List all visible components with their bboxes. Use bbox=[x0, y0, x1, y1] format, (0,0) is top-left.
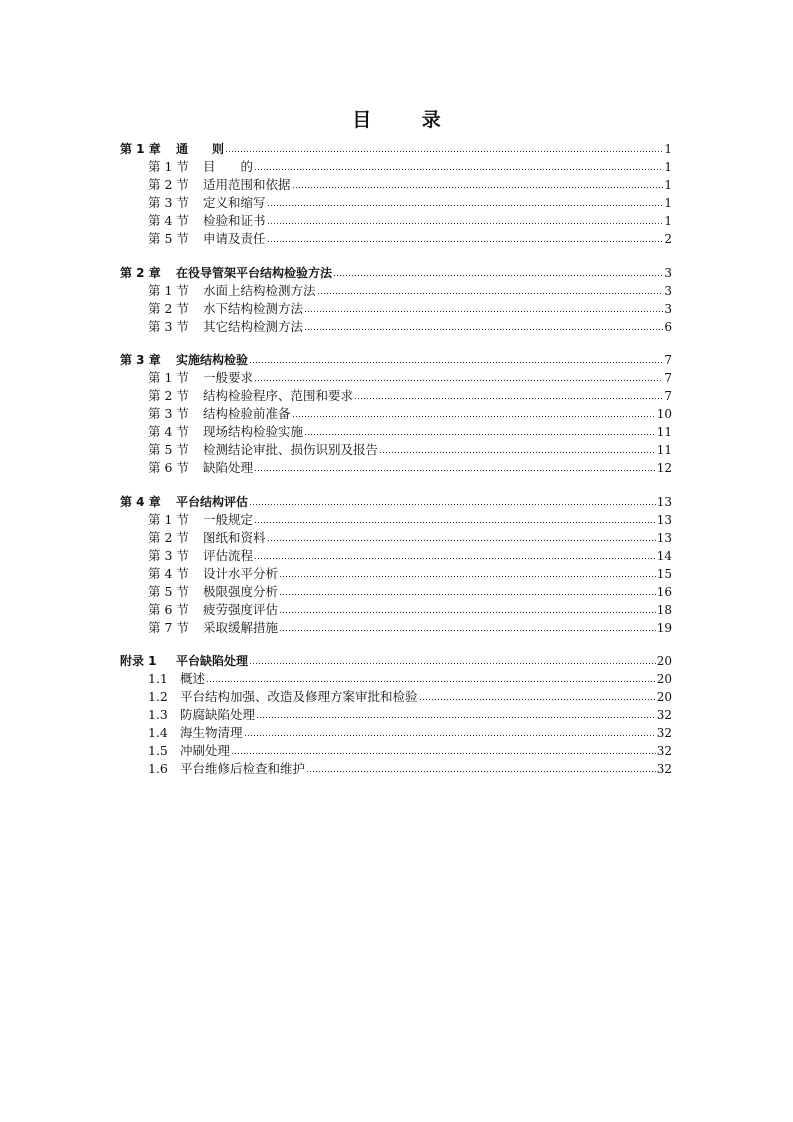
toc-entry-title: 采取缓解措施 bbox=[203, 619, 279, 635]
toc-section-entry[interactable] bbox=[120, 687, 672, 705]
toc-entry-title: 一般规定 bbox=[203, 511, 254, 527]
toc-entry-label: 第 4 节 bbox=[148, 565, 189, 581]
toc-entry-page-number: 3 bbox=[664, 301, 672, 316]
toc-entry-page-number: 11 bbox=[656, 425, 672, 439]
toc-entry-label: 第 2 章 bbox=[120, 265, 161, 280]
dot-leader bbox=[279, 601, 656, 615]
toc-entry-label: 附录 1 bbox=[120, 654, 157, 668]
toc-section-entry[interactable] bbox=[120, 669, 672, 687]
toc-section-entry[interactable] bbox=[120, 723, 672, 741]
toc-entry-label: 第 2 节 bbox=[148, 300, 189, 316]
toc-entry-label: 第 4 章 bbox=[120, 494, 161, 509]
dot-leader bbox=[267, 194, 664, 208]
toc-entry-label: 第 7 节 bbox=[148, 619, 189, 635]
toc-section-entry[interactable] bbox=[120, 582, 672, 600]
toc-section-entry[interactable] bbox=[120, 299, 672, 317]
dot-leader bbox=[306, 760, 656, 774]
toc-entry-title: 现场结构检验实施 bbox=[203, 424, 304, 439]
toc-entry-title: 适用范围和依据 bbox=[203, 177, 291, 192]
toc-entry-title: 目 的 bbox=[203, 159, 254, 174]
toc-entry-title: 缺陷处理 bbox=[203, 460, 254, 475]
toc-entry-label: 1.6 bbox=[148, 761, 168, 776]
dot-leader bbox=[354, 387, 663, 401]
table-of-contents bbox=[120, 139, 672, 793]
dot-leader bbox=[279, 619, 656, 633]
toc-group bbox=[120, 651, 672, 777]
dot-leader bbox=[249, 493, 656, 507]
toc-entry-label: 第 2 节 bbox=[148, 388, 189, 403]
toc-entry-page-number: 3 bbox=[664, 283, 672, 298]
toc-entry-page-number: 15 bbox=[656, 566, 672, 581]
toc-entry-label: 第 5 节 bbox=[148, 231, 189, 246]
toc-entry-page-number: 20 bbox=[656, 672, 672, 686]
dot-leader bbox=[249, 351, 663, 365]
toc-entry-title: 实施结构检验 bbox=[176, 353, 249, 367]
toc-section-entry[interactable] bbox=[120, 386, 672, 404]
toc-entry-title: 概述 bbox=[180, 671, 206, 686]
toc-entry-page-number: 12 bbox=[656, 461, 672, 475]
toc-entry-label: 1.4 bbox=[148, 725, 168, 740]
toc-entry-page-number: 20 bbox=[656, 654, 672, 668]
dot-leader bbox=[379, 441, 656, 455]
toc-section-entry[interactable] bbox=[120, 440, 672, 458]
dot-leader bbox=[304, 318, 663, 332]
toc-entry-label: 第 1 节 bbox=[148, 159, 189, 174]
toc-entry-title: 申请及责任 bbox=[203, 231, 266, 246]
toc-chapter-entry[interactable] bbox=[120, 350, 672, 368]
dot-leader bbox=[279, 583, 656, 597]
dot-leader bbox=[292, 405, 656, 419]
toc-entry-label: 第 2 节 bbox=[148, 529, 189, 545]
toc-chapter-entry[interactable] bbox=[120, 263, 672, 281]
toc-entry-label: 第 3 节 bbox=[148, 547, 189, 563]
toc-section-entry[interactable] bbox=[120, 229, 672, 247]
toc-section-entry[interactable] bbox=[120, 404, 672, 422]
toc-entry-page-number: 32 bbox=[656, 744, 672, 758]
toc-entry-title: 其它结构检测方法 bbox=[203, 318, 304, 334]
dot-leader bbox=[267, 230, 664, 244]
dot-leader bbox=[333, 264, 663, 278]
toc-entry-page-number: 1 bbox=[664, 196, 672, 210]
dot-leader bbox=[304, 300, 663, 314]
toc-entry-title: 平台结构加强、改造及修理方案审批和检验 bbox=[180, 689, 418, 704]
toc-entry-label: 第 3 节 bbox=[148, 318, 189, 334]
toc-entry-title: 极限强度分析 bbox=[203, 583, 279, 599]
toc-entry-page-number: 7 bbox=[664, 371, 672, 385]
toc-section-entry[interactable] bbox=[120, 546, 672, 564]
toc-section-entry[interactable] bbox=[120, 705, 672, 723]
toc-entry-title: 定义和缩写 bbox=[203, 195, 266, 210]
toc-entry-page-number: 13 bbox=[656, 530, 672, 545]
toc-entry-label: 第 3 节 bbox=[148, 406, 189, 421]
toc-chapter-entry[interactable] bbox=[120, 651, 672, 669]
toc-entry-page-number: 6 bbox=[664, 319, 672, 334]
dot-leader bbox=[225, 140, 663, 154]
dot-leader bbox=[279, 565, 656, 579]
toc-entry-title: 设计水平分析 bbox=[203, 565, 279, 581]
toc-section-entry[interactable] bbox=[120, 211, 672, 229]
toc-section-entry[interactable] bbox=[120, 600, 672, 618]
dot-leader bbox=[254, 511, 656, 525]
toc-entry-label: 第 3 节 bbox=[148, 195, 189, 210]
toc-entry-page-number: 11 bbox=[656, 443, 672, 457]
toc-section-entry[interactable] bbox=[120, 317, 672, 335]
toc-entry-label: 第 1 章 bbox=[120, 142, 161, 156]
toc-entry-label: 第 6 节 bbox=[148, 460, 189, 475]
toc-entry-title: 在役导管架平台结构检验方法 bbox=[176, 265, 333, 280]
toc-entry-page-number: 18 bbox=[656, 602, 672, 617]
toc-entry-title: 一般要求 bbox=[203, 370, 254, 385]
dot-leader bbox=[256, 706, 656, 720]
toc-chapter-entry[interactable] bbox=[120, 492, 672, 510]
toc-entry-title: 检验和证书 bbox=[203, 213, 266, 228]
toc-entry-label: 第 1 节 bbox=[148, 370, 189, 385]
toc-entry-title: 防腐缺陷处理 bbox=[180, 707, 256, 722]
toc-entry-page-number: 14 bbox=[656, 548, 672, 563]
dot-leader bbox=[206, 670, 656, 684]
toc-entry-title: 检测结论审批、损伤识别及报告 bbox=[203, 442, 379, 457]
toc-entry-label: 1.2 bbox=[148, 689, 168, 704]
toc-entry-page-number: 19 bbox=[656, 620, 672, 635]
toc-entry-label: 1.3 bbox=[148, 707, 168, 722]
toc-entry-page-number: 16 bbox=[656, 584, 672, 599]
toc-chapter-entry[interactable] bbox=[120, 139, 672, 157]
toc-entry-label: 第 2 节 bbox=[148, 177, 189, 192]
toc-entry-page-number: 32 bbox=[656, 708, 672, 722]
toc-entry-label: 1.5 bbox=[148, 743, 168, 758]
dot-leader bbox=[267, 212, 664, 226]
toc-entry-title: 结构检验程序、范围和要求 bbox=[203, 388, 354, 403]
toc-entry-title: 通 则 bbox=[176, 142, 225, 156]
toc-entry-page-number: 13 bbox=[656, 494, 672, 509]
toc-section-entry[interactable] bbox=[120, 157, 672, 175]
dot-leader bbox=[254, 459, 656, 473]
toc-group bbox=[120, 263, 672, 335]
toc-section-entry[interactable] bbox=[120, 618, 672, 636]
dot-leader bbox=[249, 652, 656, 666]
toc-section-entry[interactable] bbox=[120, 510, 672, 528]
toc-entry-page-number: 13 bbox=[656, 512, 672, 527]
toc-entry-page-number: 1 bbox=[664, 214, 672, 228]
toc-entry-page-number: 7 bbox=[664, 353, 672, 367]
toc-section-entry[interactable] bbox=[120, 528, 672, 546]
toc-group bbox=[120, 492, 672, 636]
toc-entry-page-number: 20 bbox=[656, 690, 672, 704]
toc-entry-title: 水下结构检测方法 bbox=[203, 300, 304, 316]
toc-entry-title: 图纸和资料 bbox=[203, 529, 266, 545]
toc-entry-title: 评估流程 bbox=[203, 547, 254, 563]
toc-section-entry[interactable] bbox=[120, 458, 672, 476]
toc-entry-page-number: 1 bbox=[664, 178, 672, 192]
toc-entry-label: 1.1 bbox=[148, 671, 168, 686]
toc-group bbox=[120, 350, 672, 476]
toc-entry-label: 第 4 节 bbox=[148, 213, 189, 228]
dot-leader bbox=[419, 688, 656, 702]
toc-entry-page-number: 2 bbox=[664, 232, 672, 246]
toc-section-entry[interactable] bbox=[120, 422, 672, 440]
dot-leader bbox=[254, 369, 663, 383]
dot-leader bbox=[267, 529, 656, 543]
toc-entry-label: 第 1 节 bbox=[148, 511, 189, 527]
dot-leader bbox=[244, 724, 656, 738]
toc-section-entry[interactable] bbox=[120, 175, 672, 193]
toc-entry-label: 第 3 章 bbox=[120, 353, 161, 367]
toc-entry-page-number: 32 bbox=[656, 762, 672, 776]
toc-section-entry[interactable] bbox=[120, 368, 672, 386]
toc-entry-title: 冲刷处理 bbox=[180, 743, 231, 758]
toc-entry-page-number: 3 bbox=[664, 265, 672, 280]
toc-entry-page-number: 7 bbox=[664, 389, 672, 403]
toc-entry-title: 平台缺陷处理 bbox=[176, 654, 249, 668]
dot-leader bbox=[254, 158, 663, 172]
page-title: 目 录 bbox=[352, 109, 463, 131]
toc-entry-page-number: 10 bbox=[656, 407, 672, 421]
toc-section-entry[interactable] bbox=[120, 759, 672, 777]
dot-leader bbox=[231, 742, 656, 756]
toc-entry-title: 结构检验前准备 bbox=[203, 406, 291, 421]
toc-entry-page-number: 32 bbox=[656, 726, 672, 740]
toc-section-entry[interactable] bbox=[120, 193, 672, 211]
toc-section-entry[interactable] bbox=[120, 281, 672, 299]
dot-leader bbox=[317, 282, 664, 296]
toc-entry-label: 第 4 节 bbox=[148, 424, 189, 439]
toc-entry-title: 海生物清理 bbox=[180, 725, 243, 740]
toc-section-entry[interactable] bbox=[120, 741, 672, 759]
toc-entry-title: 平台维修后检查和维护 bbox=[180, 761, 306, 776]
toc-section-entry[interactable] bbox=[120, 564, 672, 582]
toc-entry-label: 第 1 节 bbox=[148, 282, 189, 298]
dot-leader bbox=[254, 547, 656, 561]
toc-entry-title: 平台结构评估 bbox=[176, 494, 249, 509]
toc-entry-label: 第 5 节 bbox=[148, 442, 189, 457]
dot-leader bbox=[292, 176, 664, 190]
toc-entry-title: 疲劳强度评估 bbox=[203, 601, 279, 617]
toc-group bbox=[120, 139, 672, 247]
toc-entry-page-number: 1 bbox=[664, 142, 672, 156]
dot-leader bbox=[304, 423, 656, 437]
toc-entry-page-number: 1 bbox=[664, 160, 672, 174]
toc-entry-label: 第 5 节 bbox=[148, 583, 189, 599]
toc-entry-title: 水面上结构检测方法 bbox=[203, 282, 316, 298]
toc-entry-label: 第 6 节 bbox=[148, 601, 189, 617]
